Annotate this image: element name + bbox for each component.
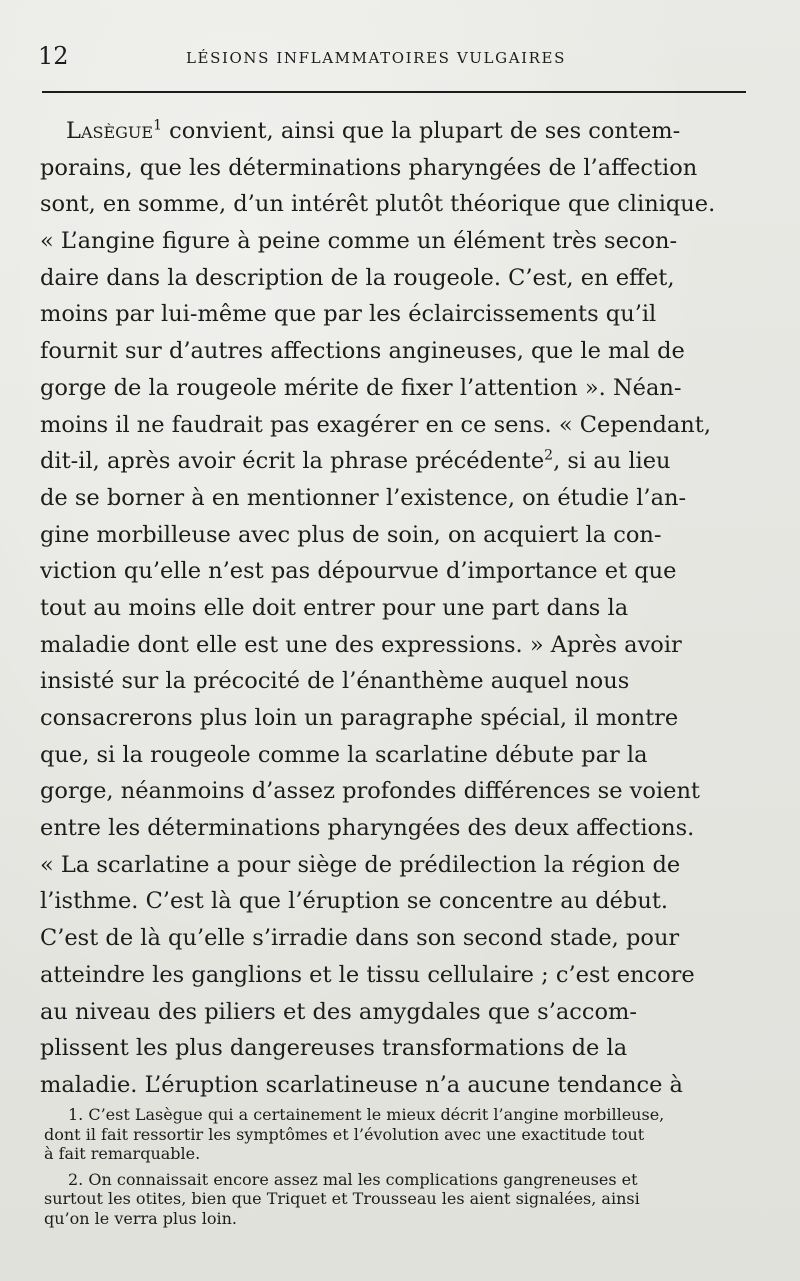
text-line: « L’angine figure à peine comme un élément très secon- — [40, 228, 678, 255]
text-line: fournit sur d’autres affections angineuses, que le mal de — [40, 338, 685, 365]
footnote-2 — [44, 1170, 758, 1229]
text-line: de se borner à en mentionner l’existence, on étudie l’an- — [40, 484, 687, 511]
text-line: au niveau des piliers et des amygdales que s’accom- — [40, 998, 637, 1025]
text-line: entre les déterminations pharyngées des deux affections. — [40, 815, 695, 842]
text-line: maladie dont elle est une des expressions. » Après avoir — [40, 631, 682, 658]
text-line: daire dans la description de la rougeole. C’est, en effet, — [40, 264, 675, 291]
author-name: Lasègue — [66, 118, 154, 144]
text-line: gorge de la rougeole mérite de fixer l’attention ». Néan- — [40, 374, 682, 401]
text-line: « La scarlatine a pour siège de prédilection la région de — [40, 851, 681, 878]
text-line: maladie. L’éruption scarlatineuse n’a aucune tendance à — [40, 1071, 683, 1098]
footnote-line: dont il fait ressortir les symptômes et l’évolution avec une exactitude tout — [44, 1124, 645, 1144]
body-text — [40, 113, 758, 1104]
text-line-rest: convient, ainsi que la plupart de ses contem- — [162, 118, 681, 144]
text-line — [40, 113, 758, 150]
text-line: sont, en somme, d’un intérêt plutôt théorique que clinique. — [40, 191, 716, 218]
text-line: que, si la rougeole comme la scarlatine débute par la — [40, 741, 648, 768]
footnote-1 — [44, 1105, 758, 1164]
footnote-line: 1. C’est Lasègue qui a certainement le mieux décrit l’angine morbilleuse, — [68, 1105, 665, 1124]
footnote-ref: 1 — [153, 117, 163, 134]
page-header — [38, 42, 760, 72]
text-line: tout au moins elle doit entrer pour une part dans la — [40, 594, 629, 621]
header-rule — [42, 91, 746, 93]
footnotes — [44, 1105, 758, 1228]
footnote-line: qu’on le verra plus loin. — [44, 1208, 237, 1228]
text-line: gine morbilleuse avec plus de soin, on acquiert la con- — [40, 521, 662, 548]
footnote-line: à fait remarquable. — [44, 1144, 201, 1163]
text-segment: , si au lieu — [553, 448, 671, 475]
footnote-line: surtout les otites, bien que Triquet et Trousseau les aient signalées, ainsi — [44, 1189, 640, 1208]
text-line: gorge, néanmoins d’assez profondes différences se voient — [40, 778, 700, 805]
running-title: LÉSIONS INFLAMMATOIRES VULGAIRES — [186, 49, 566, 67]
text-line: consacrerons plus loin un paragraphe spécial, il montre — [40, 705, 679, 731]
text-line: plissent les plus dangereuses transformations de la — [40, 1035, 628, 1062]
text-line — [40, 443, 758, 480]
text-line: moins par lui-même que par les éclaircissements qu’il — [40, 301, 657, 328]
text-line: atteindre les ganglions et le tissu cellulaire ; c’est encore — [40, 961, 695, 988]
text-line: porains, que les déterminations pharyngées de l’affection — [40, 154, 698, 181]
text-line: l’isthme. C’est là que l’éruption se concentre au début. — [40, 888, 669, 915]
text-line: moins il ne faudrait pas exagérer en ce sens. « Cependant, — [40, 411, 711, 438]
text-segment: dit-il, après avoir écrit la phrase précédente — [40, 448, 545, 475]
footnote-line: 2. On connaissait encore assez mal les complications gangreneuses et — [68, 1169, 638, 1189]
text-line: viction qu’elle n’est pas dépourvue d’importance et que — [40, 558, 677, 585]
text-line: insisté sur la précocité de l’énanthème auquel nous — [40, 668, 630, 695]
page-number: 12 — [38, 42, 69, 70]
footnote-ref: 2 — [544, 447, 554, 464]
text-line: C’est de là qu’elle s’irradie dans son second stade, pour — [40, 925, 680, 952]
